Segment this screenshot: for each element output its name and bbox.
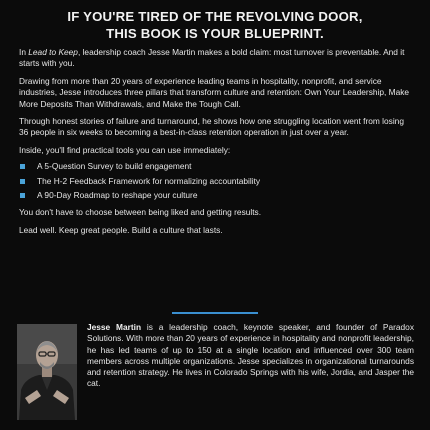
tools-intro: Inside, you'll find practical tools you can use immediately:: [19, 144, 231, 155]
square-bullet-icon: [20, 179, 25, 184]
description-body: [19, 47, 415, 242]
tools-list: [19, 161, 415, 201]
closing-line: Lead well. Keep great people. Build a culture that lasts.: [19, 224, 223, 235]
intro-paragraph: In Lead to Keep, leadership coach Jesse Martin makes a bold claim: most turnover is preventable. And it starts with you.: [19, 47, 405, 69]
headline-line-2: THIS BOOK IS YOUR BLUEPRINT.: [106, 26, 324, 41]
book-title: Lead to Keep: [28, 47, 78, 57]
story-paragraph: Through honest stories of failure and turnaround, he shows how one struggling location went from losing 36 people in six weeks to becoming a best-in-class retention operation in just over a year.: [19, 116, 404, 138]
square-bullet-icon: [20, 193, 25, 198]
experience-paragraph: Drawing from more than 20 years of experience leading teams in hospitality, nonprofit, and service industries, Jesse introduces three pillars that transform culture and retention: Own Your Leadership, Make More Deposits Than Withdrawals, and Make the Tough Call.: [19, 75, 410, 109]
list-item: A 90-Day Roadmap to reshape your culture: [19, 190, 415, 201]
list-item: The H-2 Feedback Framework for normalizing accountability: [19, 176, 415, 187]
headline-line-1: IF YOU'RE TIRED OF THE REVOLVING DOOR,: [67, 9, 363, 24]
list-item: A 5-Question Survey to build engagement: [19, 161, 415, 172]
headline: [0, 8, 430, 42]
author-portrait-icon: [17, 324, 77, 420]
author-bio: [87, 322, 414, 390]
accent-divider: [172, 312, 258, 314]
choose-paragraph: You don't have to choose between being liked and getting results.: [19, 207, 262, 218]
author-photo: [17, 324, 77, 420]
author-bio-text: is a leadership coach, keynote speaker, and founder of Paradox Solutions. With more than 20 years of experience in hospitality and nonprofit leadership, he has led teams of up to 150 at a single location and influenced over 300 team members across multiple organizations. Jesse specializes in organizational turnarounds and retention strategy. He lives in Colorado Springs with his wife, Jordia, and Jasper the cat.: [87, 322, 414, 389]
square-bullet-icon: [20, 164, 25, 169]
author-name: Jesse Martin: [87, 322, 142, 332]
